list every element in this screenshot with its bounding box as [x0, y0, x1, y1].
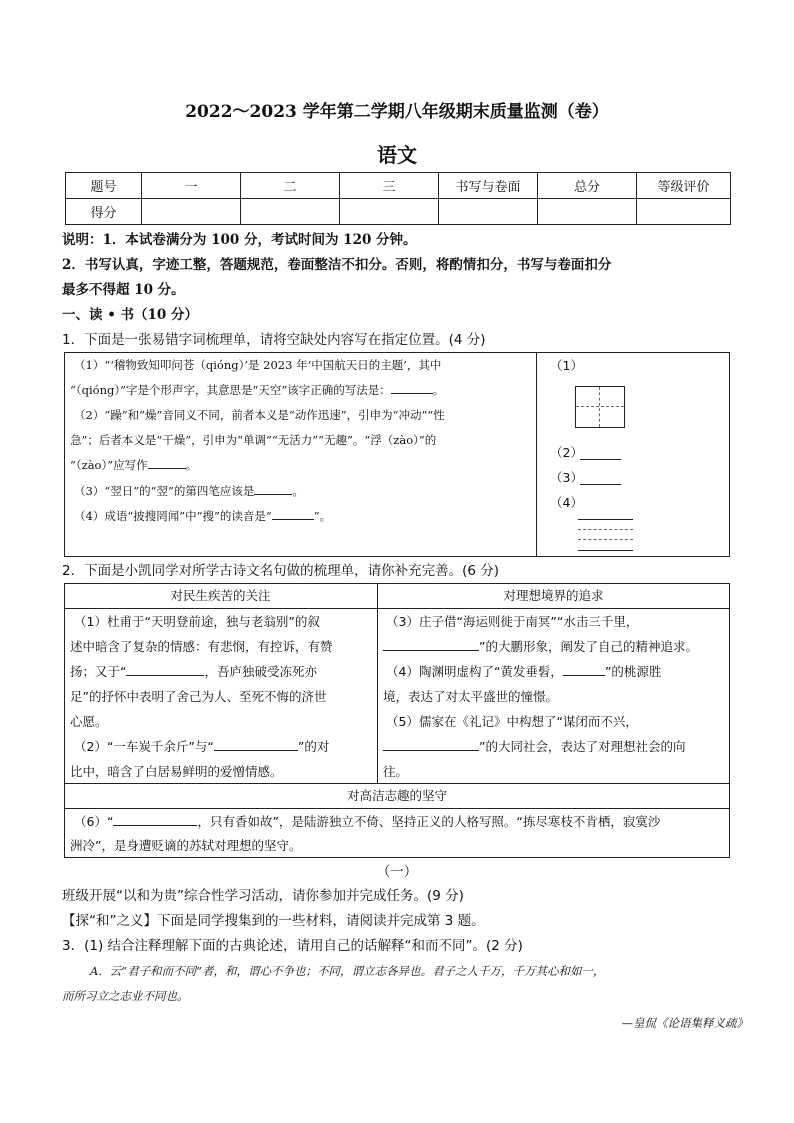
q2-line: （6）“ ，只有香如故”，是陆游独立不倚、坚持正义的人格写照。“拣尽寒枝不肯栖，寂寞沙: [74, 814, 661, 829]
answer-blank[interactable]: [113, 812, 197, 826]
instructions-line-1: 说明：1．本试卷满分为 100 分，考试时间为 120 分钟。: [62, 232, 417, 248]
q1-line: “（qióng）”字是个形声字，其意思是“天空”该字正确的写法是： 。: [70, 378, 444, 403]
q2-line: 境，表达了对太平盛世的憧憬。: [383, 689, 559, 704]
divider: [377, 583, 378, 783]
answer-blank[interactable]: [148, 455, 186, 469]
q2-line: （3）庄子借“海运则徙于南冥”“水击三千里，: [386, 614, 639, 629]
exam-title: 2022～2023 学年第二学期八年级期末质量监测（卷）: [185, 102, 609, 122]
answer-blank[interactable]: [126, 662, 204, 676]
table-header-cell: 等级评价: [637, 173, 731, 199]
question-2-prompt: 2．下面是小凯同学对所学古诗文名句做的梳理单，请你补充完善。(6 分): [62, 563, 500, 579]
score-cell[interactable]: [538, 199, 637, 225]
table-row: [66, 173, 731, 199]
table-row: [66, 199, 731, 225]
q2-line: 比中，暗含了白居易鲜明的爱憎情感。: [70, 764, 283, 779]
divider: [536, 352, 537, 557]
table-header-cell: 三: [340, 173, 439, 199]
table-header-cell: 总分: [538, 173, 637, 199]
answer-blank[interactable]: [391, 380, 433, 394]
column-header: 对民生疾苦的关注: [170, 588, 271, 603]
q1-line: （4）成语“披搜罔闻”中“搜”的读音是“ ”。: [74, 504, 331, 529]
q1-line: （1）“‘稽物致知叩问苍（qióng）’是 2023 年‘中国航天日的主题’，其中: [74, 358, 442, 372]
score-cell[interactable]: [142, 199, 241, 225]
q2-line: 心愿。: [70, 714, 108, 729]
answer-blank[interactable]: [214, 737, 298, 751]
part-label: （一）: [376, 864, 418, 880]
score-cell[interactable]: [340, 199, 439, 225]
q2-line: （2）“一车炭千余斤”与“ ”的对: [74, 739, 330, 754]
answer-label: （2）: [550, 445, 583, 460]
instructions-line-2: 2．书写认真，字迹工整，答题规范，卷面整洁不扣分。否则，将酌情扣分，书写与卷面扣分: [62, 257, 612, 273]
column-header: 对理想境界的追求: [503, 588, 604, 603]
answer-label: （3）: [550, 470, 583, 485]
q2-line: （5）儒家在《礼记》中构想了“谋闭而不兴，: [386, 714, 638, 729]
answer-label: （1）: [550, 358, 583, 373]
activity-intro: 班级开展“以和为贵”综合性学习活动，请你参加并完成任务。(9 分): [62, 888, 464, 904]
answer-line[interactable]: [580, 484, 621, 485]
q2-line: （1）杜甫于“天明登前途，独与老翁别”的叙: [74, 614, 320, 629]
question-1-prompt: 1．下面是一张易错字词梳理单，请将空缺处内容写在指定位置。(4 分): [62, 332, 486, 348]
section-heading: 一、读 • 书（10 分）: [62, 307, 199, 323]
score-cell[interactable]: [439, 199, 538, 225]
answer-blank[interactable]: [254, 481, 292, 495]
table-row-label: 得分: [66, 199, 142, 225]
q1-line: （3）“翌日”的“翌”的第四笔应该是 。: [74, 479, 304, 504]
writing-grid-box[interactable]: [575, 386, 625, 428]
q2-line: 扬；又于“ ，吾庐独破受冻死亦: [70, 664, 317, 679]
q2-line: 足”的抒怀中表明了舍己为人、至死不悔的济世: [70, 689, 327, 704]
score-table: [65, 172, 731, 225]
pinyin-writing-lines[interactable]: [578, 519, 633, 551]
score-cell[interactable]: [241, 199, 340, 225]
q1-line: 急”；后者本义是“干燥”，引申为“单调”“无活力”“无趣”。“浮（zào）”的: [70, 433, 437, 447]
task-heading: 【探“和”之义】下面是同学搜集到的一些材料，请阅读并完成第 3 题。: [62, 913, 485, 929]
answer-blank[interactable]: [272, 506, 314, 520]
q2-line: 往。: [383, 764, 409, 779]
subject-title: 语文: [377, 143, 417, 167]
score-cell[interactable]: [637, 199, 731, 225]
q2-line: （4）陶渊明虚构了“黄发垂髫， ”的桃源胜: [386, 664, 662, 679]
table-header-cell: 书写与卷面: [439, 173, 538, 199]
q2-line: ”的大鹏形象，阐发了自己的精神追求。: [383, 634, 698, 659]
answer-blank[interactable]: [383, 737, 479, 751]
question-3-prompt: 3．(1) 结合注释理解下面的古典论述，请用自己的话解释“和而不同”。(2 分): [62, 938, 523, 954]
passage-source: —皇侃《论语集释义疏》: [621, 1016, 748, 1030]
answer-label: （4）: [550, 495, 583, 510]
answer-blank[interactable]: [383, 637, 479, 651]
table-header-cell: 题号: [66, 173, 142, 199]
row-header: 对高洁志趣的坚守: [346, 788, 447, 803]
q1-line: （2）“躁”和“燥”音同义不同，前者本义是“动作迅速”，引申为“冲动”“性: [74, 408, 445, 422]
q1-line: “（zào）”应写作 。: [70, 453, 197, 478]
q2-line: 洲冷”，是身遭贬谪的苏轼对理想的坚守。: [70, 838, 302, 853]
table-header-cell: 二: [241, 173, 340, 199]
answer-blank[interactable]: [563, 662, 605, 676]
table-header-cell: 一: [142, 173, 241, 199]
passage-line: A．云“君子和而不同”者，和，谓心不争也；不同，谓立志各异也。君子之人千万，千万其心和如一，: [90, 964, 605, 978]
instructions-line-3: 最多不得超 10 分。: [62, 282, 185, 298]
q2-line: 述中暗含了复杂的情感：有悲悯，有控诉，有赞: [70, 639, 333, 654]
answer-line[interactable]: [580, 459, 621, 460]
passage-line: 而所习立之志业不同也。: [62, 989, 189, 1003]
q2-line: ”的大同社会，表达了对理想社会的向: [383, 734, 685, 759]
